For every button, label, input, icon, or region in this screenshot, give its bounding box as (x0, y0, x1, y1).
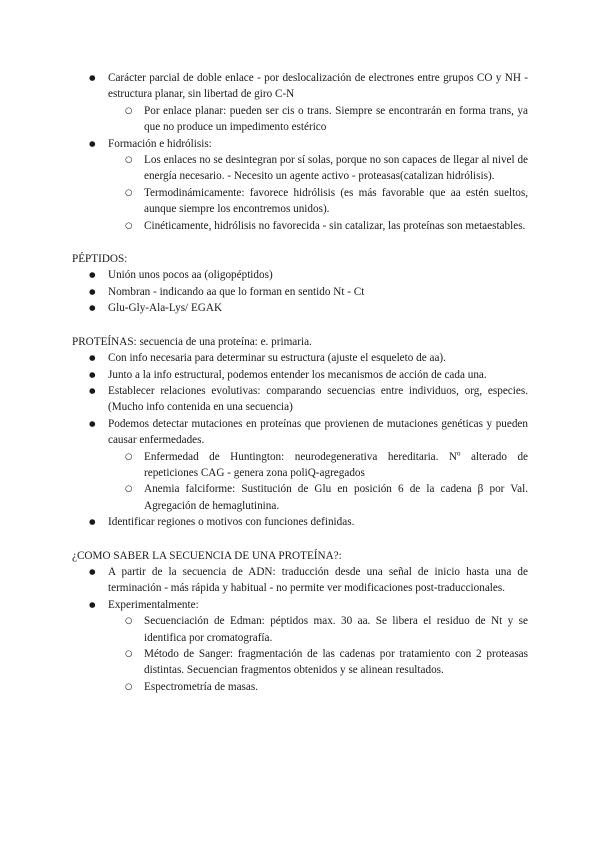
list-item: ● A partir de la secuencia de ADN: traducción desde una señal de inicio hasta una de terminación - más rápida y habitual - no permite ver modificaciones post-traduccionales. (72, 564, 528, 597)
peptidos-list (72, 267, 528, 316)
list-item-text: Experimentalmente: (108, 598, 199, 611)
list-item: ● Nombran - indicando aa que lo forman en sentido Nt - Ct (72, 284, 528, 300)
sub-list (108, 449, 528, 515)
document-page (72, 70, 528, 695)
sub-list-item: ○ Método de Sanger: fragmentación de las cadenas por tratamiento con 2 proteasas distintas. Secuencian fragmentos obtenidos y se alinean resultados. (108, 646, 528, 679)
list-item-text: Carácter parcial de doble enlace - por deslocalización de electrones entre grupos CO y NH - estructura planar, sin libertad de giro C-N (108, 72, 528, 101)
proteinas-list (72, 350, 528, 530)
list-item: ● Unión unos pocos aa (oligopéptidos) (72, 267, 528, 283)
list-item (72, 597, 528, 695)
list-item: ● Con info necesaria para determinar su estructura (ajuste el esqueleto de aa). (72, 350, 528, 366)
sub-list-item: ○ Los enlaces no se desintegran por sí solas, porque no son capaces de llegar al nivel de energía necesario. - Necesito un agente activo - proteasas(catalizan hidrólisis). (108, 152, 528, 185)
sub-list (108, 613, 528, 695)
intro-list (72, 70, 528, 234)
sub-list-item: ○ Enfermedad de Huntington: neurodegenerativa hereditaria. Nº alterado de repeticiones CAG - genera zona poliQ-agregados (108, 449, 528, 482)
sub-list-item: ○ Secuenciación de Edman: péptidos max. 30 aa. Se libera el residuo de Nt y se identifica por cromatografía. (108, 613, 528, 646)
section-heading-proteinas: PROTEÍNAS: secuencia de una proteína: e. primaria. (72, 335, 312, 348)
sub-list-item: ○ Termodinámicamente: favorece hidrólisis (es más favorable que aa estén sueltos, aunque siempre los encontremos unidos). (108, 185, 528, 218)
list-item: ● Junto a la info estructural, podemos entender los mecanismos de acción de cada una. (72, 367, 528, 383)
list-item: ● Identificar regiones o motivos con funciones definidas. (72, 514, 528, 530)
sub-list (108, 103, 528, 136)
list-item-text: Podemos detectar mutaciones en proteínas que provienen de mutaciones genéticas y pueden causar enfermedades. (108, 417, 528, 447)
list-item: ● Establecer relaciones evolutivas: comparando secuencias entre individuos, org, especies.(Mucho info contenida en una secuencia) (72, 383, 528, 416)
sub-list-item: ○ Por enlace planar: pueden ser cis o trans. Siempre se encontrarán en forma trans, ya que no produce un impedimento estérico (108, 103, 528, 136)
list-item-text: Formación e hidrólisis: (108, 137, 212, 150)
list-item: ● Glu-Gly-Ala-Lys/ EGAK (72, 300, 528, 316)
section-heading-secuencia: ¿COMO SABER LA SECUENCIA DE UNA PROTEÍNA?: (72, 549, 342, 562)
sub-list-item: ○ Anemia falciforme: Sustitución de Glu en posición 6 de la cadena β por Val. Agregación de hemaglutinina. (108, 481, 528, 514)
list-item (72, 416, 528, 514)
sub-list-item: ○ Cinéticamente, hidrólisis no favorecida - sin catalizar, las proteínas son metaestables. (108, 218, 528, 234)
sub-list-item: ○ Espectrometría de masas. (108, 679, 528, 695)
list-item (72, 136, 528, 234)
section-heading-peptidos: PÉPTIDOS: (72, 253, 128, 266)
list-item (72, 70, 528, 136)
secuencia-list (72, 564, 528, 695)
sub-list (108, 152, 528, 234)
